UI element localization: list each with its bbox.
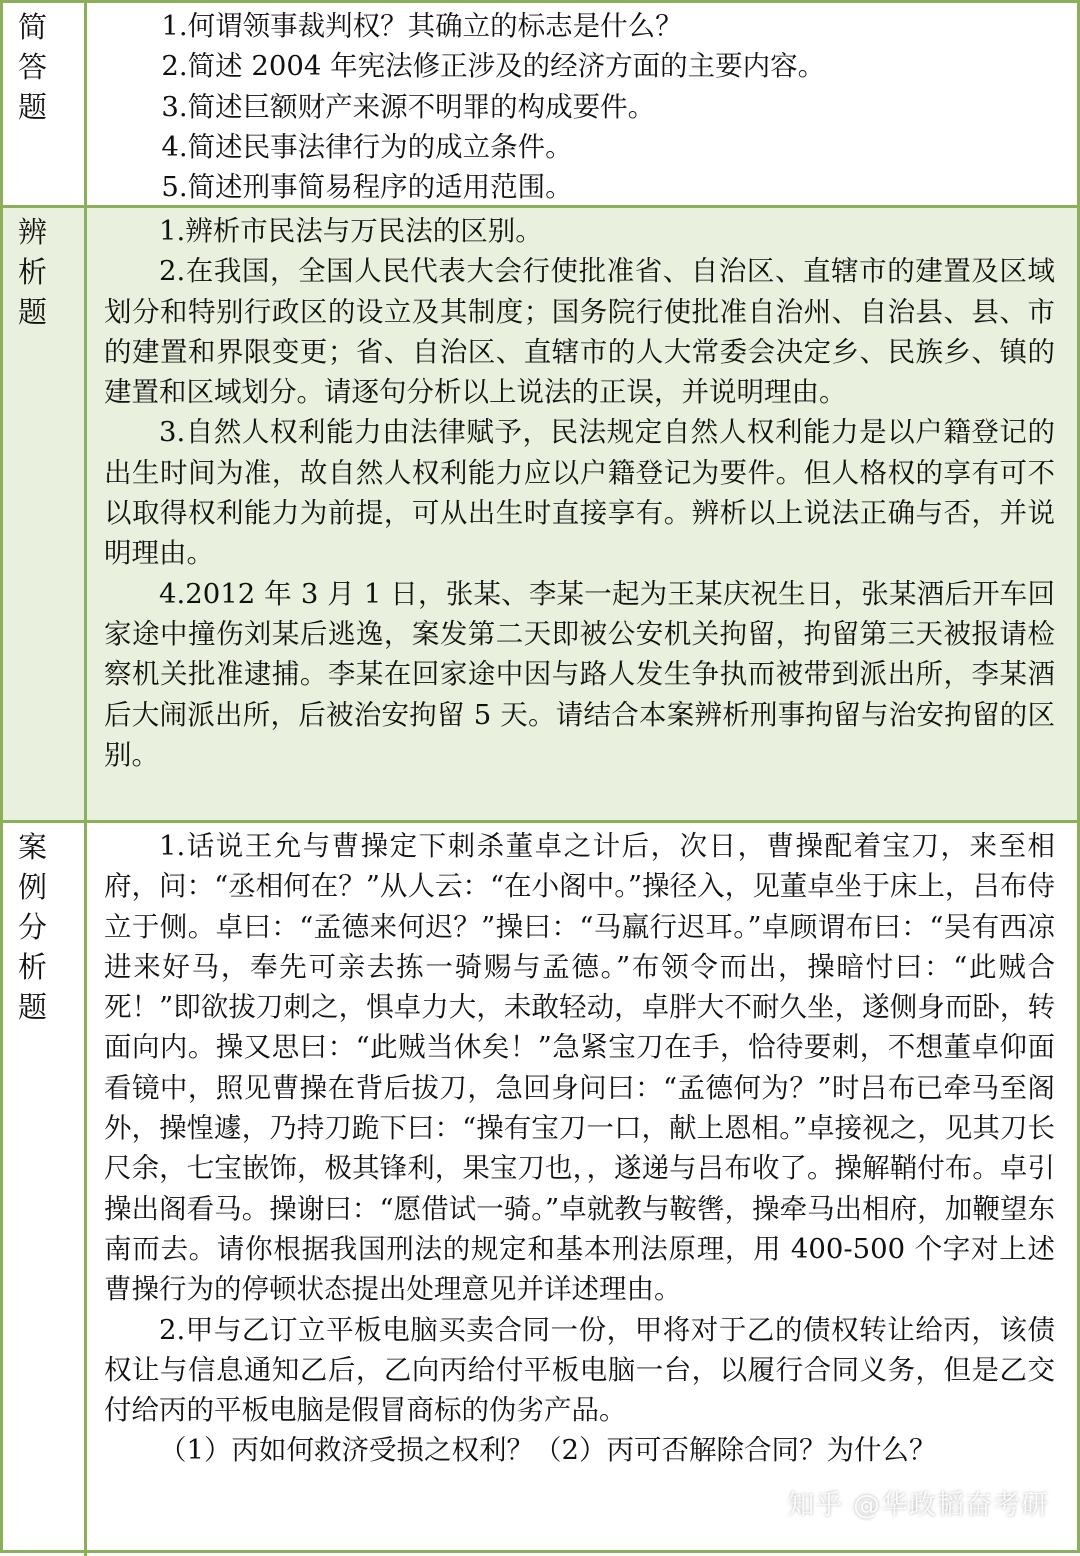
- question-item: 3.自然人权利能力由法律赋予，民法规定自然人权利能力是以户籍登记的出生时间为准，故自然人权利能力应以户籍登记为要件。但人格权的享有可不以取得权利能力为前提，可从出生时直接享有。辨析以上说法正确与否，并说明理由。: [104, 416, 1055, 570]
- section-label: [3, 823, 87, 1556]
- question-item: 4.2012 年 3 月 1 日，张某、李某一起为王某庆祝生日，张某酒后开车回家途中撞伤刘某后逃逸，案发第二天即被公安机关拘留，拘留第三天被报请检察机关批准逮捕。李某在回家途中因与路人发生争执而被带到派出所，李某酒后大闹派出所，后被治安拘留 5 天。请结合本案辨析刑事拘留与治安拘留的区别。: [104, 577, 1055, 771]
- section-label-text: 辨析题: [18, 215, 48, 329]
- question-item: 1.辨析市民法与万民法的区别。: [159, 215, 543, 247]
- question-item: 2.简述 2004 年宪法修正涉及的经济方面的主要内容。: [161, 50, 826, 83]
- question-item: 4.简述民事法律行为的成立条件。: [161, 130, 573, 163]
- section-case-analysis: [3, 823, 1077, 1556]
- section-discrimination: [3, 208, 1077, 823]
- section-short-answer: [3, 3, 1077, 208]
- section-label-text: 简答题: [18, 10, 48, 124]
- section-content: [105, 3, 1055, 207]
- section-label: [3, 208, 87, 820]
- question-item: 1.何谓领事裁判权？其确立的标志是什么？: [161, 10, 683, 42]
- question-item: 3.简述巨额财产来源不明罪的构成要件。: [161, 90, 656, 123]
- section-label-text: 案例分析题: [18, 830, 48, 1024]
- section-content: [104, 208, 1055, 775]
- question-item: 1.话说王允与曹操定下刺杀董卓之计后，次日，曹操配着宝刀，来至相府，问：“丞相何在？”从人云：“在小阁中。”操径入，见董卓坐于床上，吕布侍立于侧。卓曰：“孟德来何迟？”操曰：“马羸行迟耳。”卓顾谓布曰：“吴有西凉进来好马，奉先可亲去拣一骑赐与孟德。”布领令而出，操暗忖曰：“此贼合死！”即欲拔刀刺之，惧卓力大，未敢轻动，卓胖大不耐久坐，遂侧身而卧，转面向内。操又思曰：“此贼当休矣！”急紧宝刀在手，恰待要刺，不想董卓仰面看镜中，照见曹操在背后拔刀，急回身问曰：“孟德何为？”时吕布已牵马至阁外，操惶遽，乃持刀跪下曰：“操有宝刀一口，献上恩相。”卓接视之，见其刀长尺余，七宝嵌饰，极其锋利，果宝刀也，，遂递与吕布收了。操解鞘付布。卓引操出阁看马。操谢曰：“愿借试一骑。”卓就教与鞍辔，操牵马出相府，加鞭望东南而去。请你根据我国刑法的规定和基本刑法原理，用 400-500 个字对上述曹操行为的停顿状态提出处理意见并详述理由。: [104, 830, 1055, 1306]
- question-item: 2.在我国，全国人民代表大会行使批准省、自治区、直辖市的建置及区域划分和特别行政区的设立及其制度；国务院行使批准自治州、自治县、县、市的建置和界限变更；省、自治区、直辖市的人大常委会决定乡、民族乡、镇的建置和区域划分。请逐句分析以上说法的正误，并说明理由。: [104, 255, 1055, 409]
- question-item: 2.甲与乙订立平板电脑买卖合同一份，甲将对于乙的债权转让给丙，该债权让与信息通知乙后，乙向丙给付平板电脑一台，以履行合同义务，但是乙交付给丙的平板电脑是假冒商标的伪劣产品。: [104, 1313, 1055, 1427]
- section-content: [104, 823, 1055, 1471]
- section-label: [3, 3, 87, 205]
- question-item: （1）丙如何救济受损之权利？（2）丙可否解除合同？为什么？: [159, 1434, 937, 1467]
- question-item: 5.简述刑事简易程序的适用范围。: [161, 171, 573, 204]
- watermark-text: 知乎 @华政韬奋考研: [787, 1490, 1049, 1521]
